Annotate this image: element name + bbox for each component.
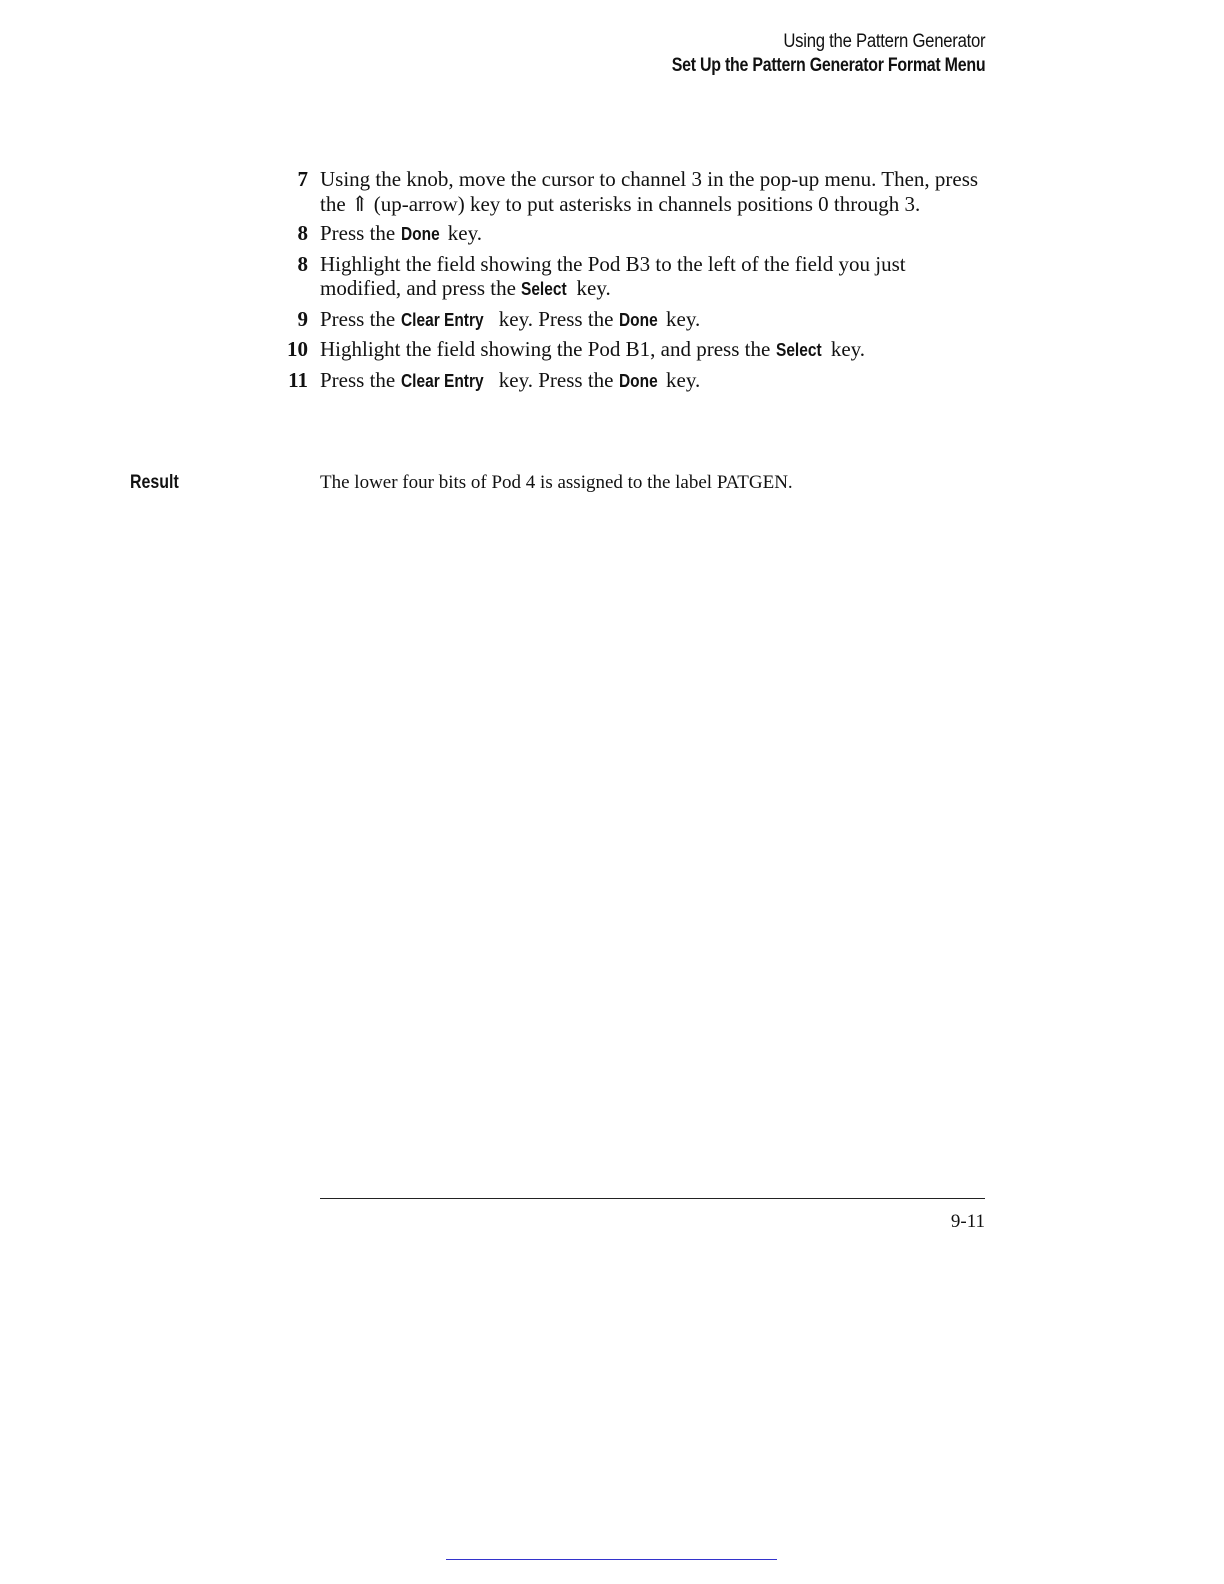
key-name-done: Done [618,309,658,330]
key-name-select: Select [775,340,822,360]
key-name-clear-entry: Clear Entry [400,370,484,391]
key-name-done: Done [400,224,440,244]
step-text: key. Press the [493,367,619,392]
step-number: 9 [297,306,308,331]
step-list [270,167,990,398]
step-item [270,337,990,363]
step-text: key. [660,367,701,392]
page-number: 9-11 [950,1211,985,1232]
step-item [270,221,990,247]
bottom-link-underline[interactable] [446,1559,777,1560]
running-header [612,30,985,78]
step-item [270,307,990,333]
step-text: key. [825,337,866,361]
step-number: 10 [287,337,308,361]
step-item [270,252,990,302]
section-title: Set Up the Pattern Generator Format Menu [671,55,985,76]
step-text: Using the knob, move the cursor to channel 3 in the pop-up menu. Then, press the ⇑ (up-arrow) key to put asterisks in channels positions 0 through 3. [320,167,979,216]
step-number: 11 [288,367,308,392]
step-number: 8 [297,221,308,245]
result-text: The lower four bits of Pod 4 is assigned to the label PATGEN. [320,472,793,493]
footer-divider [320,1198,985,1199]
step-text: key. Press the [493,306,619,331]
step-item [270,368,990,394]
result-label: Result [130,472,179,493]
step-text: key. [660,306,701,331]
step-text: Press the [320,306,401,331]
step-text: key. [571,276,611,300]
step-text: Highlight the field showing the Pod B3 to the left of the field you just modified, and press the [320,251,906,300]
chapter-title: Using the Pattern Generator [783,31,985,52]
step-number: 7 [297,167,308,191]
step-number: 8 [297,251,308,276]
step-item [270,167,990,216]
step-text: Press the [320,221,401,245]
step-text: Highlight the field showing the Pod B1, and press the [320,337,776,361]
key-name-select: Select [521,279,567,299]
step-text: key. [442,221,482,245]
key-name-done: Done [618,370,658,391]
key-name-clear-entry: Clear Entry [400,309,484,330]
step-text: Press the [320,367,401,392]
